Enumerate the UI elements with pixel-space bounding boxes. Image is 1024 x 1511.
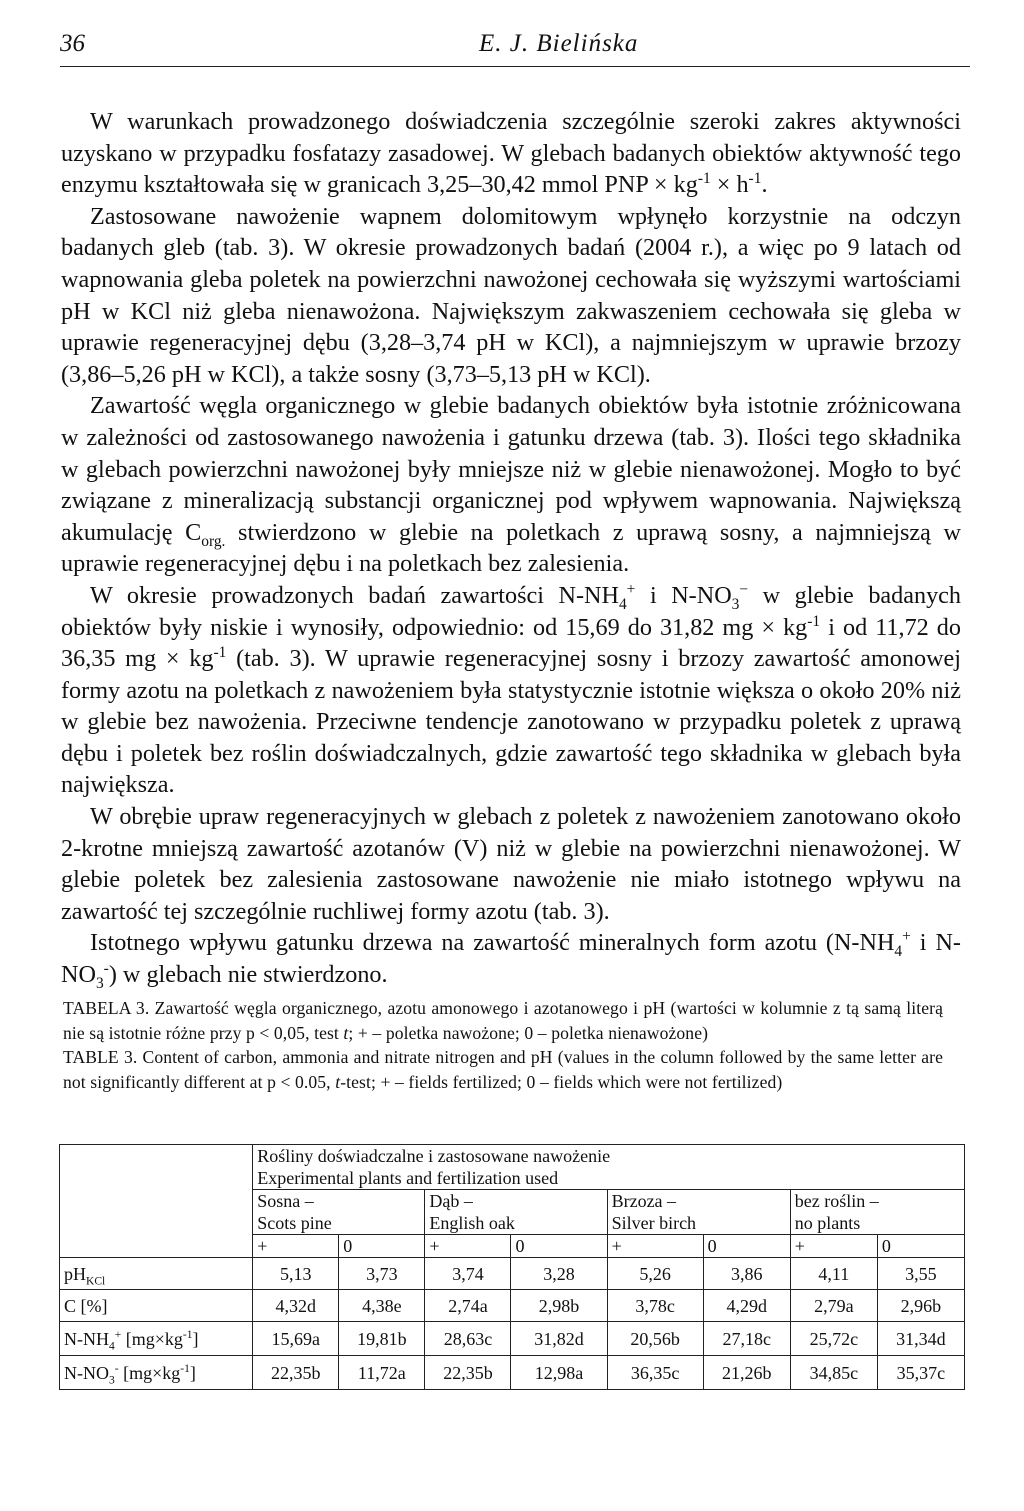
treatment-header: +: [607, 1235, 703, 1258]
species-header: Sosna – Scots pine: [253, 1190, 425, 1235]
table-cell: 2,96b: [877, 1290, 964, 1322]
row-label-nitrate: $N-NO_3^-$ $[mg\times kg^{-1}]$: [60, 1356, 253, 1390]
table-cell: 15,69a: [253, 1322, 339, 1356]
table-cell: 4,32d: [253, 1290, 339, 1322]
table-row: [60, 1356, 965, 1390]
body-text: [61, 106, 961, 991]
table-corner-cell: [60, 1145, 253, 1258]
caption-polish: TABELA 3. Zawartość węgla organicznego, azotu amonowego i azotanowego i pH (wartości w kolumnie z tą samą literą nie są istotnie różne przy p < 0,05, test t; + – poletka nawożone; 0 – poletka nienawożone): [63, 998, 943, 1043]
table-cell: 2,98b: [511, 1290, 607, 1322]
table-cell: 11,72a: [339, 1356, 425, 1390]
row-label-ammonium: $N-NH_4^+$ $[mg\times kg^{-1}]$: [60, 1322, 253, 1356]
table-cell: 2,74a: [425, 1290, 511, 1322]
table-cell: 4,29d: [703, 1290, 790, 1322]
running-author: E. J. Bielińska: [479, 30, 639, 57]
table-cell: 31,82d: [511, 1322, 607, 1356]
table-cell: 22,35b: [253, 1356, 339, 1390]
table-cell: 31,34d: [877, 1322, 964, 1356]
table-cell: 2,79a: [790, 1290, 877, 1322]
table-cell: 5,13: [253, 1258, 339, 1290]
caption-english: TABLE 3. Content of carbon, ammonia and nitrate nitrogen and pH (values in the column followed by the same letter are not significantly different at p < 0.05, t-test; + – fields fertilized; 0 – fields which were not fertilized): [63, 1047, 943, 1092]
paragraph-4: W okresie prowadzonych badań zawartości $N-NH_4^+$ i $N-NO_3^-$ w glebie badanych obiektów były niskie i wynosiły, odpowiednio: od 15,69 do 31,82 mg × $kg^{-1}$ i od 11,72 do 36,35 mg × $kg^{-1}$ (tab. 3). W uprawie regeneracyjnej sosny i brzozy zawartość amonowej formy azotu na poletkach z nawożeniem była statystycznie istotnie większa o około 20% niż w glebie bez nawożenia. Przeciwne tendencje zanotowano w przypadku poletek z uprawą dębu i poletek bez roślin doświadczalnych, gdzie zawartość tego składnika w glebach była największa.: [61, 580, 961, 799]
table-cell: 20,56b: [607, 1322, 703, 1356]
treatment-header: +: [425, 1235, 511, 1258]
species-header: Brzoza – Silver birch: [607, 1190, 790, 1235]
treatment-header: 0: [877, 1235, 964, 1258]
table-cell: 28,63c: [425, 1322, 511, 1356]
species-header: Dąb – English oak: [425, 1190, 607, 1235]
table-cell: 25,72c: [790, 1322, 877, 1356]
group-header-cell: Rośliny doświadczalne i zastosowane nawożenie Experimental plants and fertilization used: [253, 1145, 965, 1190]
table-row: [60, 1290, 965, 1322]
table-cell: 4,11: [790, 1258, 877, 1290]
table-caption: [63, 996, 943, 1094]
treatment-header: 0: [703, 1235, 790, 1258]
table-cell: 27,18c: [703, 1322, 790, 1356]
paragraph-2: Zastosowane nawożenie wapnem dolomitowym wpłynęło korzystnie na odczyn badanych gleb (tab. 3). W okresie prowadzonych badań (2004 r.), a więc po 9 latach od wapnowania gleba poletek na powierzchni nawożonej cechowała się wyższymi wartościami pH w KCl niż gleba nienawożona. Największym zakwaszeniem cechowała się gleba w uprawie regeneracyjnej dębu (3,28–3,74 pH w KCl), a najmniejszym w uprawie brzozy (3,86–5,26 pH w KCl), a także sosny (3,73–5,13 pH w KCl).: [61, 202, 961, 388]
table-cell: 3,28: [511, 1258, 607, 1290]
table-cell: 3,86: [703, 1258, 790, 1290]
table-row: [60, 1322, 965, 1356]
table-header-row: [60, 1145, 965, 1190]
table-cell: 3,74: [425, 1258, 511, 1290]
species-header: bez roślin – no plants: [790, 1190, 964, 1235]
paragraph-5: W obrębie upraw regeneracyjnych w glebach z poletek z nawożeniem zanotowano około 2-krotne mniejszą zawartość azotanów (V) niż w glebie na powierzchni nienawożonej. W glebie poletek bez zalesienia zastosowane nawożenie nie miało istotnego wpływu na zawartość tej szczególnie ruchliwej formy azotu (tab. 3).: [61, 803, 961, 925]
row-label-ph: $pH_{KCl}$: [60, 1258, 253, 1290]
table-cell: 19,81b: [339, 1322, 425, 1356]
paragraph-6: Istotnego wpływu gatunku drzewa na zawartość mineralnych form azotu ($N-NH_4^+$ i $N-NO_3^-$) w glebach nie stwierdzono.: [61, 928, 961, 992]
row-label-carbon: C [%]: [60, 1290, 253, 1322]
paragraph-1: W warunkach prowadzonego doświadczenia szczególnie szeroki zakres aktywności uzyskano w przypadku fosfatazy zasadowej. W glebach badanych obiektów aktywność tego enzymu kształtowała się w granicach 3,25–30,42 mmol PNP × $kg^{-1} \times h^{-1}$.: [61, 108, 961, 199]
table-cell: 36,35c: [607, 1356, 703, 1390]
table-row: [60, 1258, 965, 1290]
page-number: 36: [60, 30, 85, 57]
table-cell: 12,98a: [511, 1356, 607, 1390]
table-cell: 3,73: [339, 1258, 425, 1290]
table-cell: 3,78c: [607, 1290, 703, 1322]
table-cell: 35,37c: [877, 1356, 964, 1390]
table-cell: 4,38e: [339, 1290, 425, 1322]
data-table: [59, 1144, 965, 1390]
table-cell: 22,35b: [425, 1356, 511, 1390]
table-cell: 3,55: [877, 1258, 964, 1290]
table-cell: 5,26: [607, 1258, 703, 1290]
running-header: [60, 22, 970, 67]
treatment-header: 0: [511, 1235, 607, 1258]
table-cell: 34,85c: [790, 1356, 877, 1390]
paragraph-3: Zawartość węgla organicznego w glebie badanych obiektów była istotnie zróżnicowana w zależności od zastosowanego nawożenia i gatunku drzewa (tab. 3). Ilości tego składnika w glebach powierzchni nawożonej były mniejsze niż w glebie nienawożonej. Mogło to być związane z mineralizacją substancji organicznej pod wpływem wapnowania. Największą akumulację $C_{org.}$ stwierdzono w glebie na poletkach z uprawą sosny, a najmniejszą w uprawie regeneracyjnej dębu i na poletkach bez zalesienia.: [61, 392, 961, 578]
treatment-header: +: [253, 1235, 339, 1258]
treatment-header: +: [790, 1235, 877, 1258]
table-cell: 21,26b: [703, 1356, 790, 1390]
treatment-header: 0: [339, 1235, 425, 1258]
